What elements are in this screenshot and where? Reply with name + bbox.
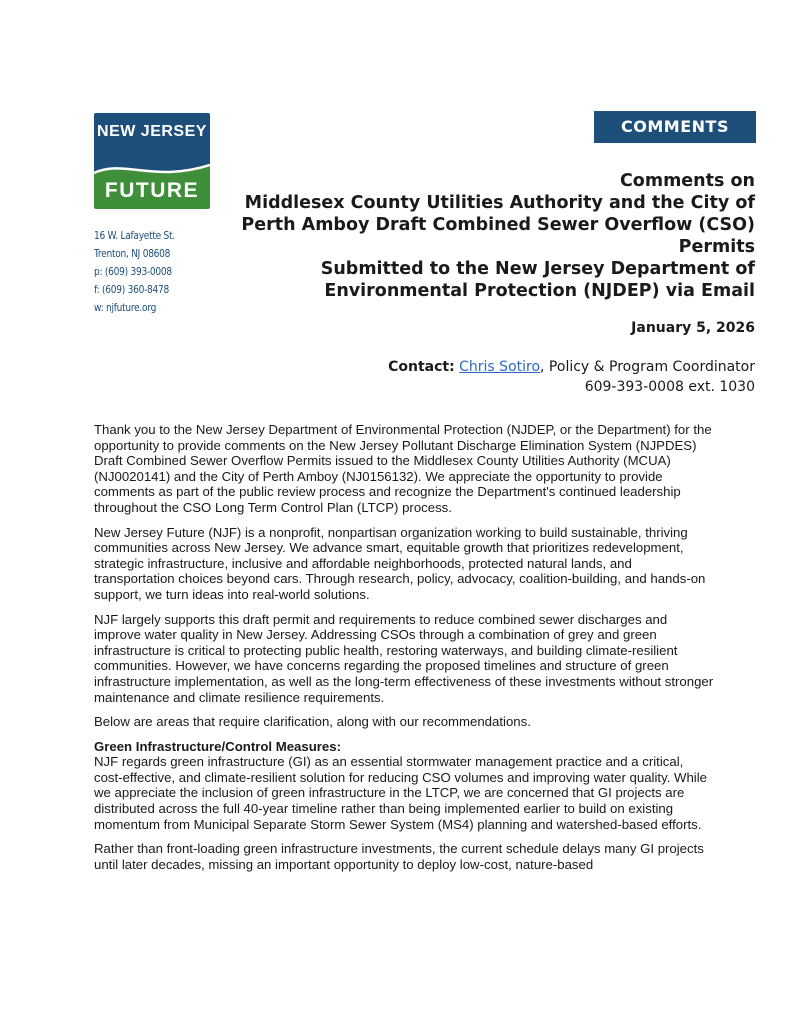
title-line: Environmental Protection (NJDEP) via Email [324,281,755,301]
paragraph: Below are areas that require clarification, along with our recommendations. [94,714,531,730]
title-line: Middlesex County Utilities Authority and the City of [244,193,755,213]
address-block [94,227,175,317]
section [94,739,714,833]
address-phone: p: (609) 393-0008 [94,266,172,278]
logo-text-bottom: FUTURE [104,179,200,202]
title-line: Perth Amboy Draft Combined Sewer Overflow (CSO) [241,215,755,235]
paragraph: NJF regards green infrastructure (GI) as an essential stormwater management practice and a critical, cost-effective, and climate-resilient solution for reducing CSO volumes and improving water quality. While we appreciate the inclusion of green infrastructure in the LTCP, we are concerned that GI projects are distributed across the full 40-year timeline rather than being implemented earlier to build on existing momentum from Municipal Separate Storm Sewer System (MS4) planning and watershed-based efforts. [94,754,707,832]
paragraph: NJF largely supports this draft permit and requirements to reduce combined sewer discharges and improve water quality in New Jersey. Addressing CSOs through a combination of grey and green infrastructure is critical to protecting public health, restoring waterways, and building climate-resilient communities. However, we have concerns regarding the proposed timelines and structure of green infrastructure implementation, as well as the long-term effectiveness of these investments without stronger maintenance and climate resilience requirements. [94,611,714,705]
address-city: Trenton, NJ 08608 [94,248,171,260]
njf-logo [94,113,210,209]
contact-phone: 609-393-0008 ext. 1030 [584,379,755,395]
address-street: 16 W. Lafayette St. [94,230,175,242]
comments-banner: COMMENTS [594,111,756,143]
contact-line [335,357,755,377]
section-heading: Green Infrastructure/Control Measures: [94,738,341,754]
address-web: w: njfuture.org [94,302,157,314]
logo-text-top: NEW JERSEY [97,123,207,140]
document-date: January 5, 2026 [631,320,755,336]
document-title [235,170,755,302]
contact-block [335,357,755,397]
paragraph: Thank you to the New Jersey Department of Environmental Protection (NJDEP, or the Department) for the opportunity to provide comments on the New Jersey Pollutant Discharge Elimination System (NJPDES) Draft Combined Sewer Overflow Permits issued to the Middlesex County Utilities Authority (MCUA) (NJ0020141) and the City of Perth Amboy (NJ0156132). We appreciate the opportunity to provide comments as part of the public review process and recognize the Department's continued leadership throughout the CSO Long Term Control Plan (LTCP) process. [94,422,712,515]
address-fax: f: (609) 360-8478 [94,284,170,296]
paragraph: New Jersey Future (NJF) is a nonprofit, nonpartisan organization working to build sustainable, thriving communities across New Jersey. We advance smart, equitable growth that prioritizes redevelopment, strategic infrastructure, inclusive and affordable neighborhoods, protected natural lands, and transportation choices beyond cars. Through research, policy, advocacy, coalition-building, and hands-on support, we turn ideas into real-world solutions. [94,524,706,602]
title-line: Submitted to the New Jersey Department of [320,259,755,279]
paragraph: Rather than front-loading green infrastructure investments, the current schedule delays many GI projects until later decades, missing an important opportunity to deploy low-cost, nature-based [94,841,704,872]
contact-name-link[interactable]: Chris Sotiro [459,359,541,375]
letter-body [94,422,714,881]
title-line: Comments on [619,171,755,191]
title-line: Permits [678,237,755,257]
contact-role: , Policy & Program Coordinator [540,359,755,375]
contact-label: Contact: [388,359,455,375]
